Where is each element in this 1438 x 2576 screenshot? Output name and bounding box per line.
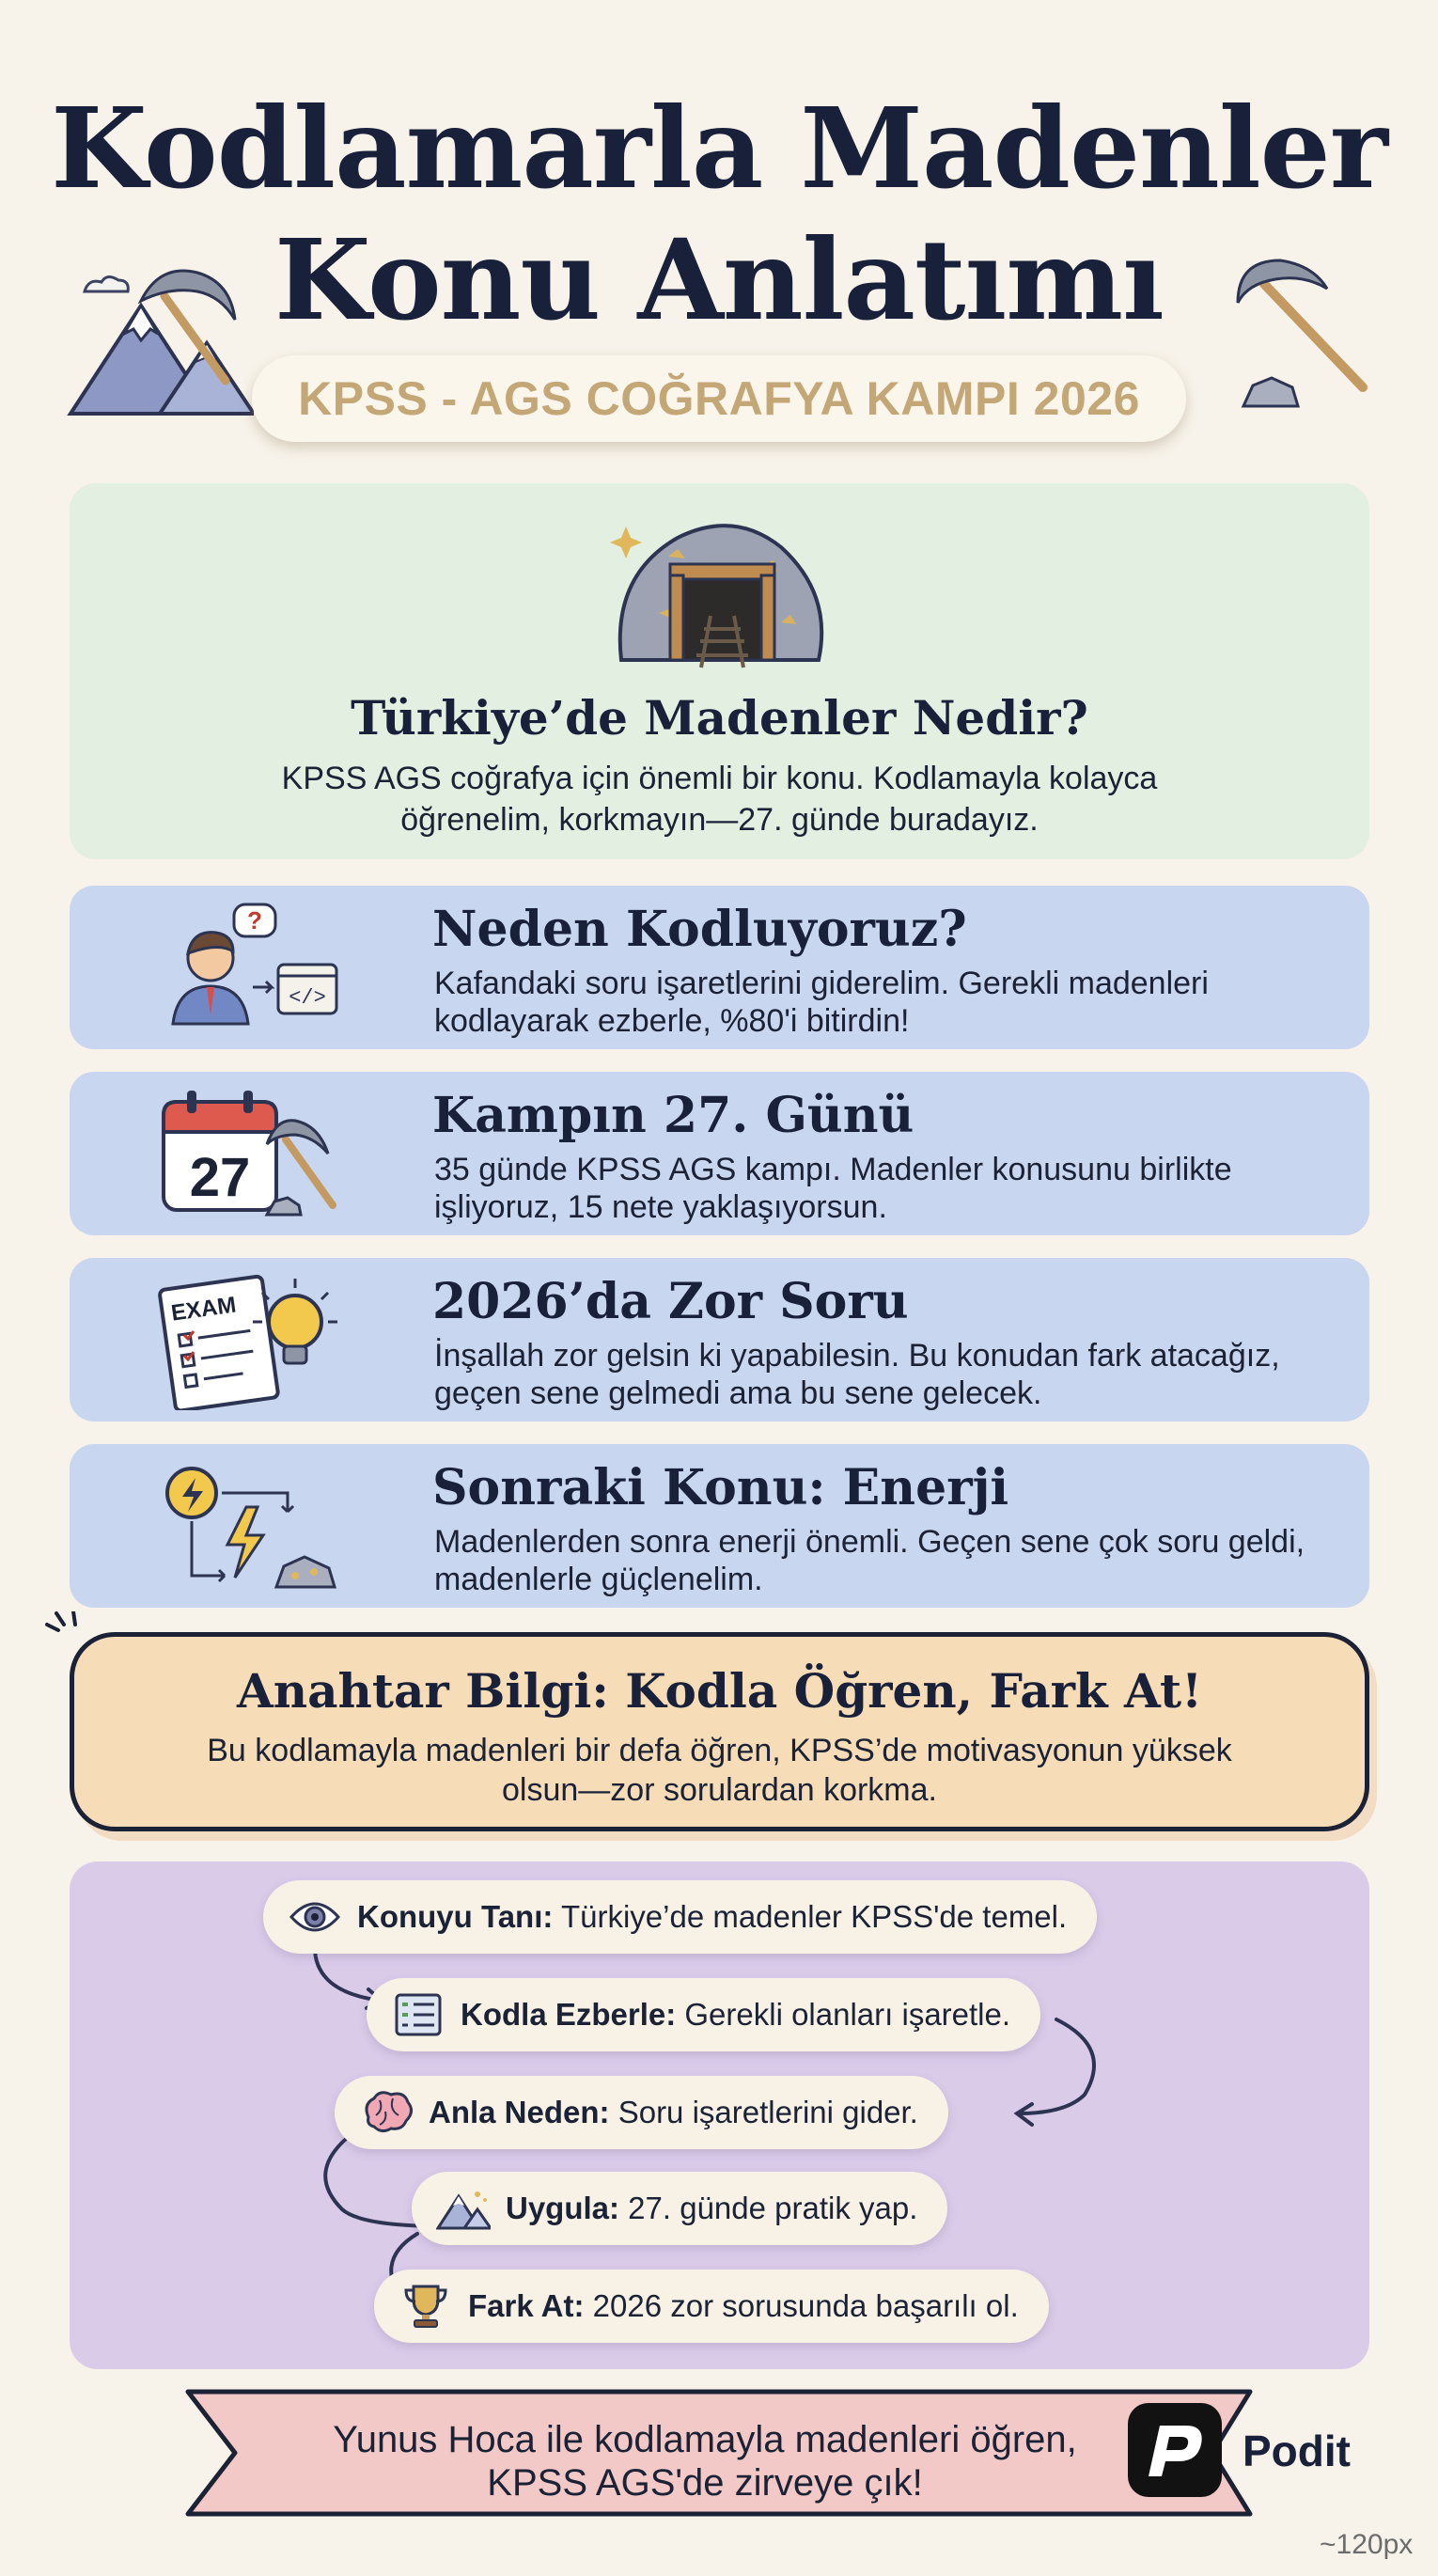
info-heading: 2026’da Zor Soru	[432, 1273, 909, 1330]
pickaxe-icon	[1227, 256, 1377, 425]
svg-text:?: ?	[247, 906, 262, 935]
student-code-icon	[154, 897, 342, 1038]
title-line-1: Kodlamarla Madenler	[51, 83, 1387, 213]
intro-card	[70, 483, 1369, 859]
brain-icon	[359, 2089, 414, 2136]
trophy-icon	[399, 2283, 453, 2330]
step-item	[374, 2270, 1049, 2343]
checklist-icon	[391, 1991, 445, 2038]
info-heading: Kampın 27. Günü	[432, 1087, 914, 1144]
rock-icon	[276, 1557, 335, 1587]
mine-entrance-icon	[602, 500, 837, 669]
footer-line-2: KPSS AGS'de zirveye çık!	[487, 2462, 923, 2504]
step-item	[335, 2076, 948, 2149]
subtitle-badge: KPSS - AGS COĞRAFYA KAMPI 2026	[252, 355, 1186, 442]
step-text: 27. günde pratik yap.	[619, 2191, 918, 2225]
brand-name: Podit	[1243, 2427, 1351, 2475]
key-info-heading: Anahtar Bilgi: Kodla Öğren, Fark At!	[236, 1663, 1203, 1719]
title-line-2: Konu Anlatımı	[274, 214, 1164, 345]
footer-text	[282, 2418, 1128, 2505]
size-note: ~120px	[1320, 2529, 1414, 2560]
eye-icon	[288, 1893, 342, 1940]
info-card-why-code	[70, 886, 1369, 1049]
key-info-card	[70, 1632, 1369, 1831]
info-heading: Sonraki Konu: Enerji	[432, 1459, 1009, 1516]
rock-icon	[1243, 378, 1298, 406]
energy-cycle-icon	[154, 1455, 342, 1596]
step-label: Uygula:	[506, 2191, 620, 2225]
info-text: 35 günde KPSS AGS kampı. Madenler konusunu birlikte işliyoruz, 15 nete yaklaşıyorsun.	[434, 1152, 1232, 1225]
intro-text: KPSS AGS coğrafya için önemli bir konu. Kodlamayla kolayca öğrenelim, korkmayın—27. günde buradayız.	[281, 761, 1158, 838]
step-item	[412, 2172, 947, 2245]
key-info-text: Bu kodlamayla madenleri bir defa öğren, KPSS’de motivasyonun yüksek olsun—zor sorulardan korkma.	[207, 1733, 1232, 1808]
calendar-day-label: 27	[189, 1147, 251, 1208]
info-card-day-27	[70, 1072, 1369, 1235]
info-card-next-topic	[70, 1444, 1369, 1608]
podit-logo-icon	[1128, 2403, 1222, 2497]
mountain-icon	[436, 2185, 491, 2232]
info-text: İnşallah zor gelsin ki yapabilesin. Bu konudan fark atacağız, geçen sene gelmedi ama bu sene gelecek.	[434, 1338, 1280, 1411]
step-label: Fark At:	[468, 2288, 585, 2323]
step-label: Konuyu Tanı:	[357, 1899, 554, 1934]
step-label: Anla Neden:	[429, 2095, 610, 2129]
exam-label: EXAM	[169, 1292, 238, 1327]
exam-lightbulb-icon	[154, 1269, 342, 1410]
info-text: Madenlerden sonra enerji önemli. Geçen sene çok soru geldi, madenlerle güçlenelim.	[434, 1524, 1305, 1597]
calendar-icon	[154, 1083, 342, 1224]
steps-card	[70, 1861, 1369, 2369]
step-item	[263, 1880, 1097, 1954]
step-text: Türkiye’de madenler KPSS'de temel.	[553, 1899, 1068, 1934]
step-label: Kodla Ezberle:	[461, 1997, 677, 2032]
svg-text:</>: </>	[289, 986, 326, 1010]
step-text: 2026 zor sorusunda başarılı ol.	[584, 2288, 1019, 2323]
mountain-icon	[66, 254, 254, 423]
info-heading: Neden Kodluyoruz?	[432, 901, 967, 958]
cloud-icon	[85, 276, 128, 291]
step-item	[367, 1978, 1040, 2051]
footer-line-1: Yunus Hoca ile kodlamayla madenleri öğren,	[333, 2419, 1077, 2460]
step-text: Gerekli olanları işaretle.	[676, 1997, 1011, 2032]
info-text: Kafandaki soru işaretlerini giderelim. Gerekli madenleri kodlayarak ezberle, %80'i bitirdin!	[434, 966, 1209, 1039]
info-card-hard-question	[70, 1258, 1369, 1422]
step-text: Soru işaretlerini gider.	[609, 2095, 918, 2129]
intro-heading: Türkiye’de Madenler Nedir?	[351, 690, 1088, 746]
